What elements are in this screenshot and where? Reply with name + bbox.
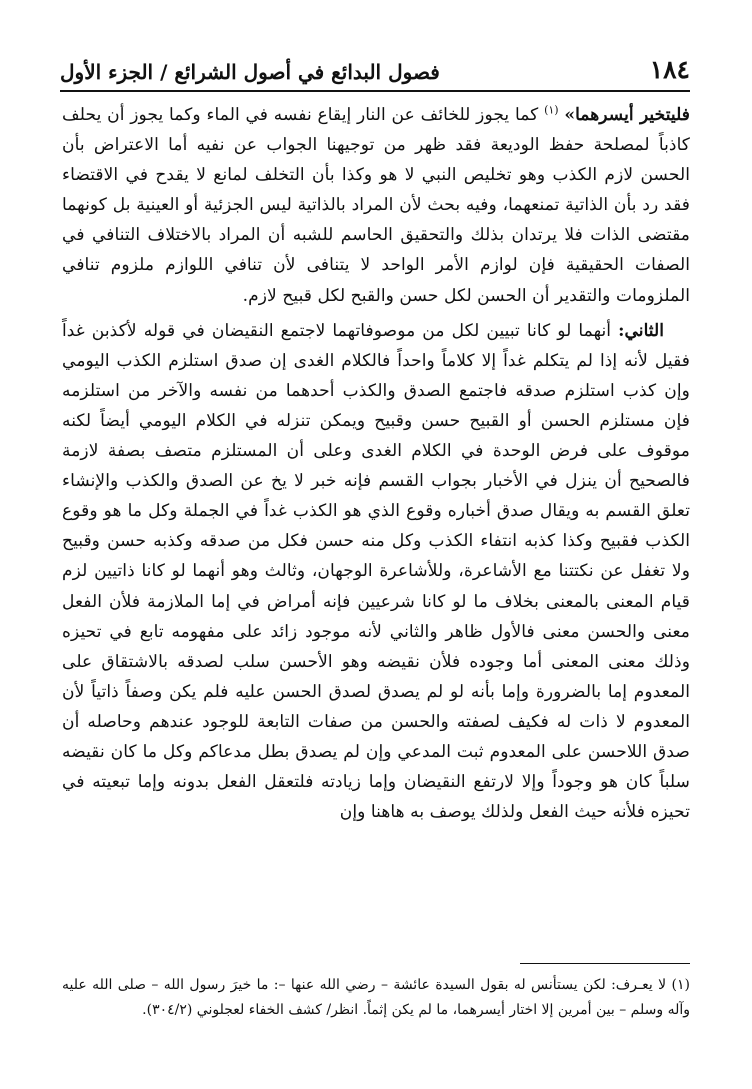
paragraph-1 <box>62 100 690 311</box>
paragraph-2-text: أنهما لو كانا تبيين لكل من موصوفاتهما لاجتمع النقيضان في قوله لأكذبن غداً فقيل لأنه إذا لم يتكلم غداً إلا كلاماً واحداً فالكلام الغدى إن صدق استلزم الكذب اليومي وإن كذب استلزم صدقه فاجتمع الصدق والكذب أحدهما من نفسه والآخر من استلزمه فإن مستلزم الحسن أو القبيح حسن وقبيح ويمكن تنزله في الكلام اليومي أيضاً لكنه موقوف على فرض الوحدة في الكلام الغدى وعلى أن المستلزم متصف بصفة لازمة فالصحيح أن ينزل في الأخبار بجواب القسم فإنه خبر لا يخ عن الصدق والكذب والإنشاء تعلق القسم به ويقال صدق أخباره وقوع الذي هو الكذب غداً في الجملة وكل ما هو وقوع الكذب فقبيح وكذا كذبه انتفاء الكذب وكل منه حسن فكل من صدقه وكذبه حسن وقبيح ولا تغفل عن نكتتنا مع الأشاعرة، وللأشاعرة الوجهان، وثالث وهو أنهما لو كانا ذاتيين لزم قيام المعنى بالمعنى بخلاف ما لو كانا شرعيين فإنه أمراض في إما الملازمة فلأن الفعل معنى والحسن معنى فالأول ظاهر والثاني لأنه موجود زائد على مفهومه تابع في تحيزه وذلك معنى المعنى أما وجوده فلأن نقيضه وهو الأحسن سلب لصدقه بالاشتقاق على المعدوم إما بالضرورة وإما بأنه لو لم يصدق لصدق الحسن عليه فلم يكن وصفاً ذاتياً لأن المعدوم لا ذات له فكيف لصفته والحسن من صفات التابعة للوجود عندهم وحاصله أن صدق اللاحسن على المعدوم ثبت المدعي وإن لم يصدق بطل مدعاكم وكل ما كان نقيضه سلباً كان هو وجوداً وإلا لارتفع النقيضان وإما زيادته فلتعقل الفعل بدونه وإما تبعيته في تحيزه فلأنه حيث الفعل ولذلك يوصف به هاهنا وإن <box>62 320 690 823</box>
running-title: فصول البدائع في أصول الشرائع / الجزء الأول <box>60 60 440 84</box>
page-number: ١٨٤ <box>649 55 690 84</box>
paragraph-1-lead: فليتخير أيسرهما» <box>564 105 690 125</box>
footnote: (١) لا يعـرف: لكن يستأنس له بقول السيدة عائشة – رضي الله عنها –: ما خيرَ رسول الله – صلى الله عليه وآله وسلم – بين أمرين إلا اختار أيسرهما، ما لم يكن إثماً. انظر/ كشف الخفاء لعجلوني (٣٠٤/٢). <box>62 977 690 1018</box>
footnote-reference: (١) <box>544 103 559 117</box>
paragraph-2-lead: الثاني: <box>618 320 664 341</box>
page-header <box>60 48 690 92</box>
paragraph-1-text: كما يجوز للخائف عن النار إيقاع نفسه في الماء وكما يجوز أن يحلف كاذباً لمصلحة حفظ الوديعة فقد ظهر من توجيهنا الجواب عن نفيه أما الاعتراض بأن الحسن لازم الكذب وهو تخليص النبي لا هو وكذا بأن التخلف لمانع لا يقدح في الاقتضاء فقد رد بأن الذاتية تمنعهما، وفيه بحث لأن المراد بالذاتية ليس الجزئية أو العينية بل كونهما مقتضى الذات فلا يرتدان بذلك والتحقيق الحاسم للشبه أن المراد بالاختلاف التنافي في الصفات الحقيقية فإن لوازم الأمر الواحد لا يتنافى لأن تنافي اللوازم ملزوم تنافي الملزومات والتقدير أن الحسن لكل حسن والقبح لكل قبيح لازم. <box>62 105 690 306</box>
paragraph-2 <box>62 316 690 828</box>
footnote-separator <box>520 963 690 964</box>
main-text <box>62 100 690 827</box>
